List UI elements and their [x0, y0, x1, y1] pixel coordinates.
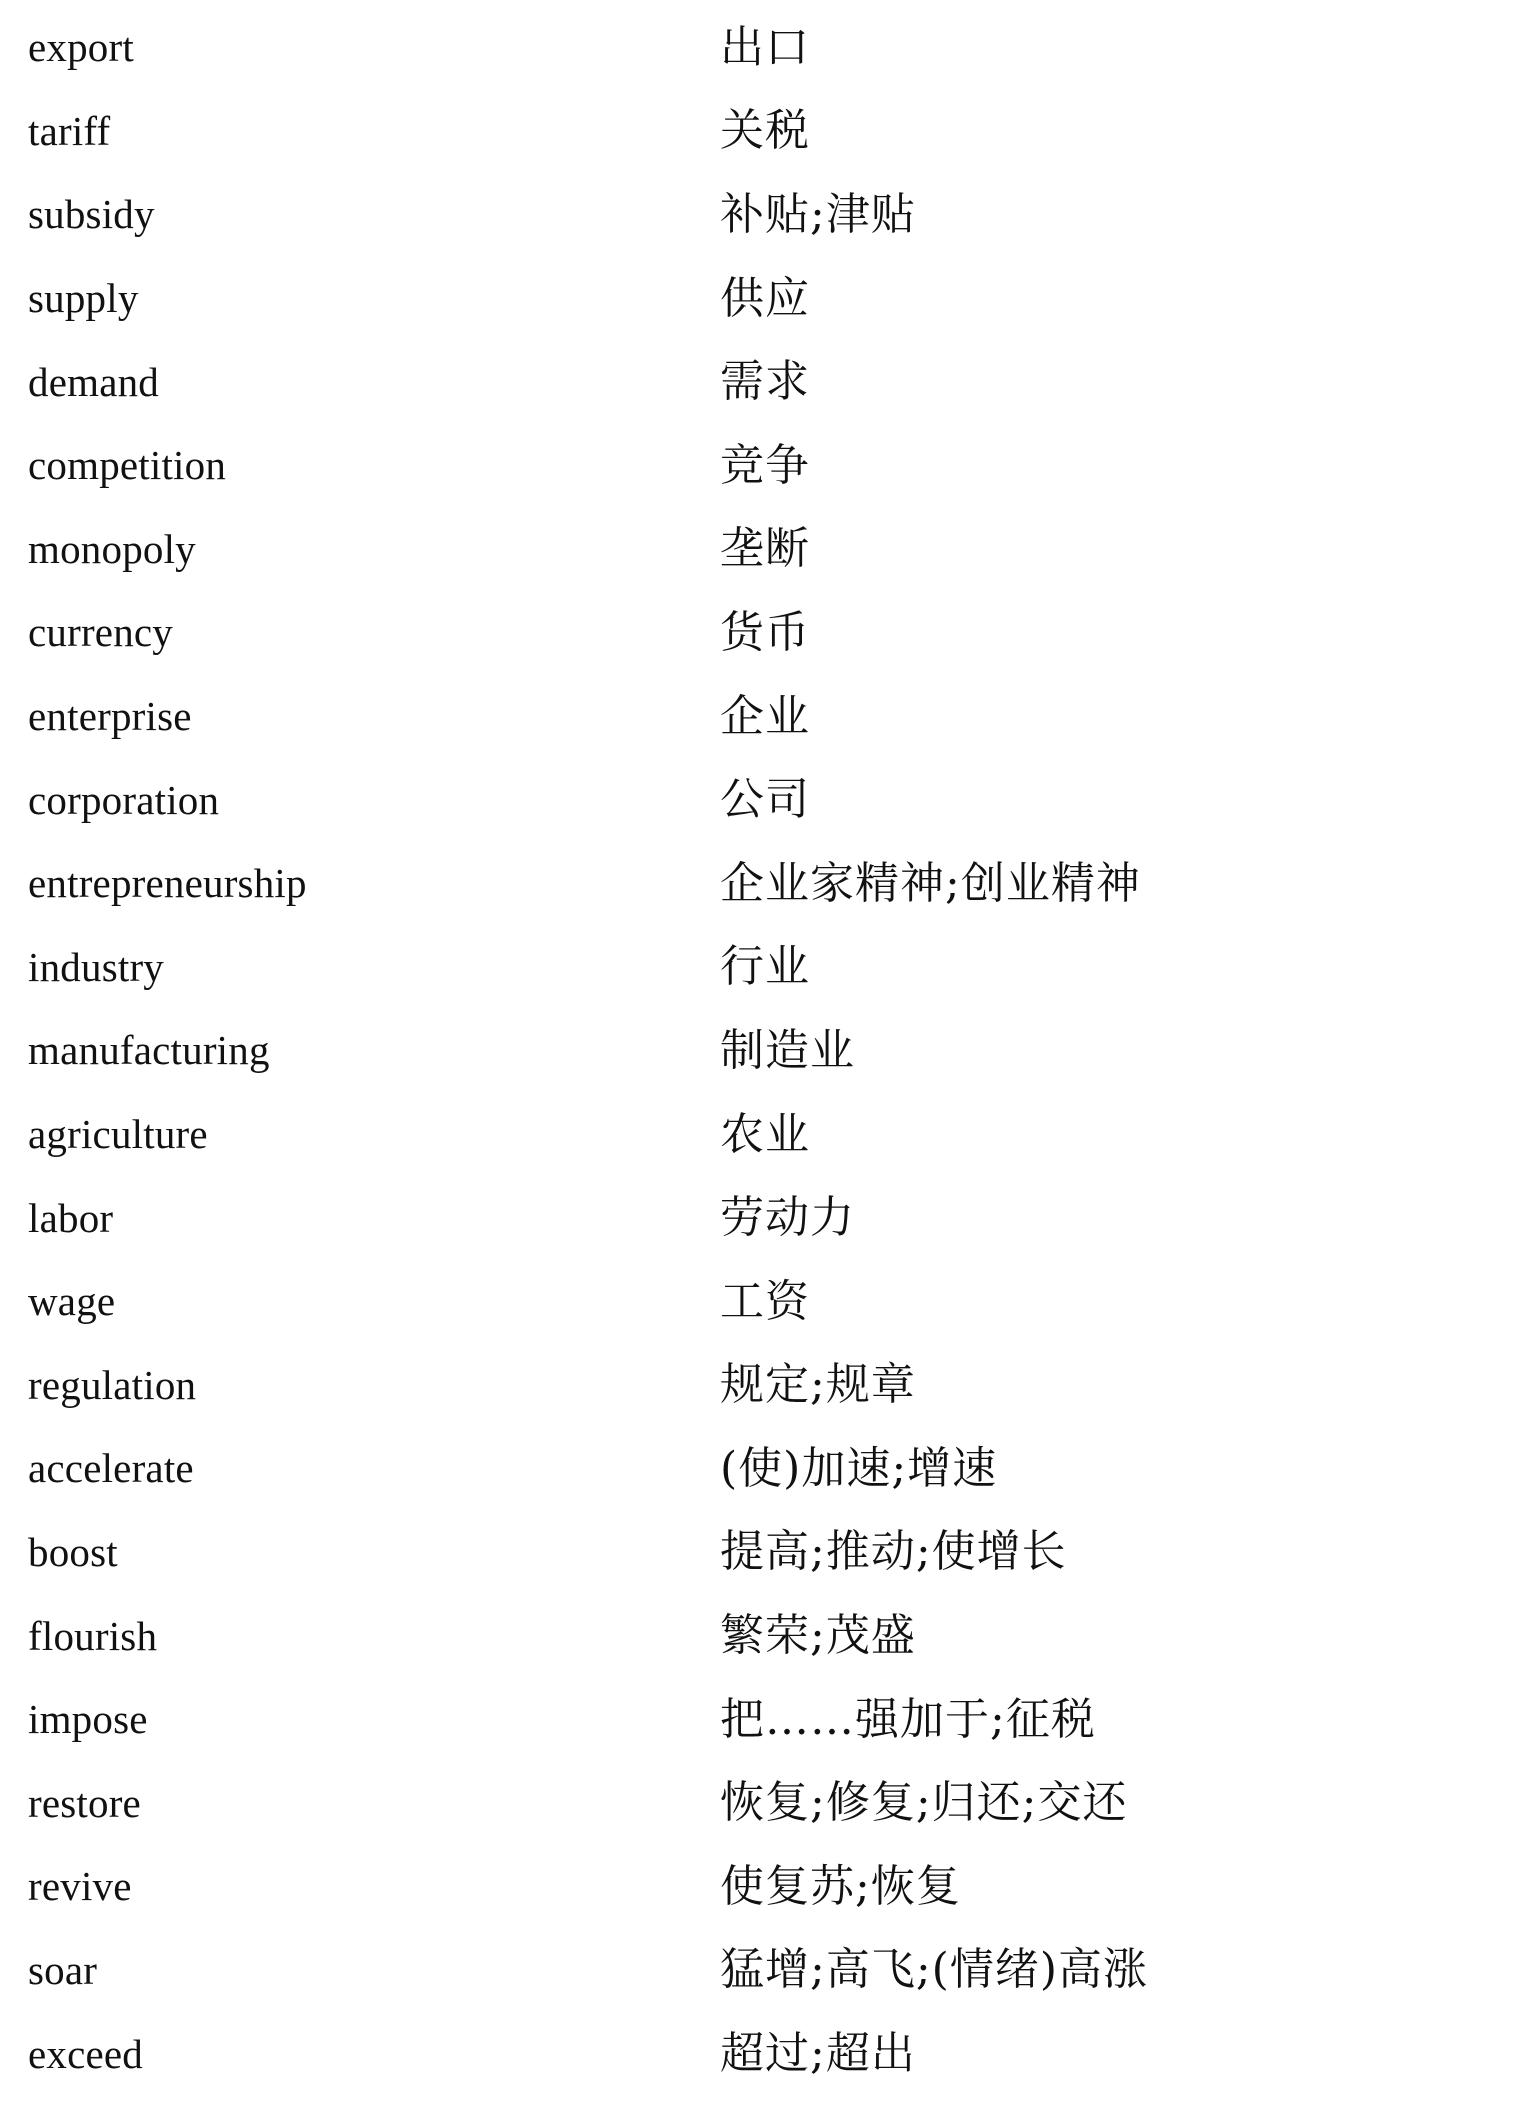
chinese-definition: 企业家精神;创业精神: [720, 857, 1141, 909]
list-item: [28, 173, 1488, 257]
english-term: regulation: [28, 1361, 197, 1408]
list-item: [28, 1260, 1488, 1344]
chinese-definition: 公司: [720, 774, 810, 826]
chinese-definition: 需求: [720, 356, 810, 408]
english-term: subsidy: [28, 191, 155, 238]
chinese-definition: 补贴;津贴: [720, 188, 916, 240]
chinese-definition: 垄断: [720, 523, 810, 575]
english-term: wage: [28, 1278, 116, 1325]
list-item: [28, 1845, 1488, 1929]
english-term: monopoly: [28, 525, 196, 572]
english-term: export: [28, 24, 134, 71]
english-term: entrepreneurship: [28, 860, 307, 907]
chinese-definition: 货币: [720, 606, 810, 658]
chinese-definition: 农业: [720, 1108, 810, 1160]
english-term: impose: [28, 1696, 148, 1743]
english-term: competition: [28, 442, 227, 489]
chinese-definition: 制造业: [720, 1024, 855, 1076]
chinese-definition: 规定;规章: [720, 1359, 916, 1411]
chinese-definition: 猛增;高飞;(情绪)高涨: [720, 1944, 1148, 1996]
english-term: revive: [28, 1863, 132, 1910]
list-item: [28, 1678, 1488, 1762]
chinese-definition: 提高;推动;使增长: [720, 1526, 1067, 1578]
english-term: enterprise: [28, 693, 192, 740]
list-item: [28, 2012, 1488, 2096]
english-term: corporation: [28, 776, 220, 823]
list-item: [28, 1511, 1488, 1595]
chinese-definition: 供应: [720, 272, 810, 324]
list-item: [28, 1427, 1488, 1511]
english-term: soar: [28, 1946, 98, 1993]
chinese-definition: 出口: [720, 21, 810, 73]
chinese-definition: 超过;超出: [720, 2028, 916, 2080]
list-item: [28, 926, 1488, 1010]
list-item: [28, 1761, 1488, 1845]
chinese-definition: 使复苏;恢复: [720, 1860, 961, 1912]
list-item: [28, 6, 1488, 90]
list-item: [28, 675, 1488, 759]
list-item: [28, 257, 1488, 341]
list-item: [28, 424, 1488, 508]
chinese-definition: 行业: [720, 941, 810, 993]
english-term: currency: [28, 609, 173, 656]
list-item: [28, 1176, 1488, 1260]
english-term: boost: [28, 1528, 118, 1575]
vocabulary-list: [28, 6, 1488, 2096]
english-term: industry: [28, 943, 164, 990]
list-item: [28, 758, 1488, 842]
chinese-definition: 把……强加于;征税: [720, 1693, 1096, 1745]
english-term: accelerate: [28, 1445, 194, 1492]
list-item: [28, 1594, 1488, 1678]
list-item: [28, 90, 1488, 174]
list-item: [28, 591, 1488, 675]
english-term: labor: [28, 1194, 114, 1241]
english-term: supply: [28, 275, 139, 322]
list-item: [28, 842, 1488, 926]
chinese-definition: 竞争: [720, 439, 810, 491]
list-item: [28, 1344, 1488, 1428]
english-term: tariff: [28, 107, 111, 154]
english-term: restore: [28, 1779, 141, 1826]
chinese-definition: 关税: [720, 105, 810, 157]
list-item: [28, 340, 1488, 424]
chinese-definition: 劳动力: [720, 1192, 855, 1244]
chinese-definition: 恢复;修复;归还;交还: [720, 1777, 1128, 1829]
chinese-definition: 繁荣;茂盛: [720, 1610, 916, 1662]
list-item: [28, 1929, 1488, 2013]
chinese-definition: 企业: [720, 690, 810, 742]
english-term: flourish: [28, 1612, 158, 1659]
list-item: [28, 1093, 1488, 1177]
english-term: agriculture: [28, 1111, 208, 1158]
chinese-definition: 工资: [720, 1275, 810, 1327]
list-item: [28, 1009, 1488, 1093]
chinese-definition: (使)加速;增速: [720, 1442, 998, 1494]
english-term: demand: [28, 358, 159, 405]
english-term: exceed: [28, 2030, 143, 2077]
english-term: manufacturing: [28, 1027, 270, 1074]
list-item: [28, 508, 1488, 592]
